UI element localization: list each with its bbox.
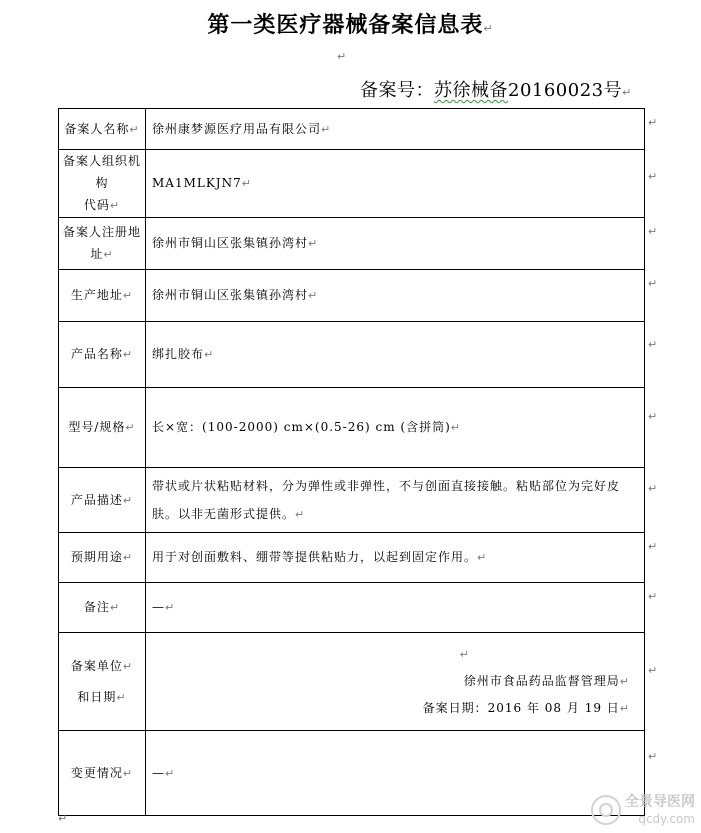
org-code-label: 备案人组织机构 代码↵	[59, 150, 146, 218]
reg-address-value: 徐州市铜山区张集镇孙湾村↵	[146, 218, 645, 270]
paragraph-mark: ↵	[622, 86, 632, 99]
intended-use-value: 用于对创面敷料、绷带等提供粘贴力，以起到固定作用。↵	[146, 533, 645, 583]
record-number-code: 苏徐械备	[434, 80, 508, 101]
record-number-prefix: 备案号：	[360, 80, 434, 101]
row-end-mark: ↵	[648, 225, 658, 238]
prod-address-value: 徐州市铜山区张集镇孙湾村↵	[146, 270, 645, 322]
info-table	[58, 108, 645, 816]
remarks-label: 备注↵	[59, 583, 146, 633]
row-end-mark: ↵	[648, 664, 658, 677]
row-end-mark: ↵	[648, 170, 658, 183]
row-end-mark: ↵	[648, 116, 658, 129]
site-watermark	[591, 793, 695, 827]
description-value: 带状或片状粘贴材料，分为弹性或非弹性，不与创面直接接触。粘贴部位为完好皮肤。以非无菌形式提供。↵	[146, 468, 645, 533]
intended-use-label: 预期用途↵	[59, 533, 146, 583]
row-end-mark: ↵	[648, 750, 658, 763]
paragraph-mark: ↵	[483, 22, 494, 35]
row-end-mark: ↵	[648, 410, 658, 423]
record-number	[360, 76, 632, 102]
table-row	[59, 731, 645, 816]
table-row	[59, 218, 645, 270]
row-end-mark: ↵	[648, 482, 658, 495]
document-title	[0, 8, 701, 39]
table-row	[59, 633, 645, 731]
org-code-value: MA1MLKJN7↵	[146, 150, 645, 218]
table-row	[59, 109, 645, 150]
description-label: 产品描述↵	[59, 468, 146, 533]
table-row	[59, 583, 645, 633]
filer-name-value: 徐州康梦源医疗用品有限公司↵	[146, 109, 645, 150]
prod-address-label: 生产地址↵	[59, 270, 146, 322]
filing-unit: 徐州市食品药品监督管理局	[463, 674, 620, 688]
row-end-mark: ↵	[648, 277, 658, 290]
model-spec-value: 长×宽：(100-2000) cm×(0.5-26) cm (含拼筒)↵	[146, 388, 645, 468]
record-number-value: 20160023	[508, 80, 604, 101]
paragraph-mark: ↵	[58, 812, 68, 825]
product-name-value: 绑扎胶布↵	[146, 322, 645, 388]
table-row	[59, 270, 645, 322]
watermark-logo-icon	[591, 795, 621, 825]
document-title-text: 第一类医疗器械备案信息表	[207, 12, 484, 38]
table-row	[59, 468, 645, 533]
changes-label: 变更情况↵	[59, 731, 146, 816]
table-row	[59, 533, 645, 583]
table-row	[59, 388, 645, 468]
paragraph-mark: ↵	[337, 50, 347, 63]
row-end-mark: ↵	[648, 338, 658, 351]
filer-name-label: 备案人名称↵	[59, 109, 146, 150]
record-number-suffix: 号	[603, 80, 623, 101]
row-end-mark: ↵	[648, 540, 658, 553]
filing-date: 备案日期：2016 年 08 月 19 日	[422, 701, 620, 715]
table-row	[59, 322, 645, 388]
table-row	[59, 150, 645, 218]
remarks-value: —↵	[146, 583, 645, 633]
watermark-name: 全景导医网	[625, 794, 695, 810]
changes-value: —↵	[146, 731, 645, 816]
row-end-mark: ↵	[648, 590, 658, 603]
reg-address-label: 备案人注册地址↵	[59, 218, 146, 270]
watermark-url: qcdy.com	[638, 812, 695, 826]
model-spec-label: 型号/规格↵	[59, 388, 146, 468]
unit-date-label: 备案单位↵ 和日期↵	[59, 633, 146, 731]
product-name-label: 产品名称↵	[59, 322, 146, 388]
unit-date-value: ↵ 徐州市食品药品监督管理局↵ 备案日期：2016 年 08 月 19 日↵	[146, 633, 645, 731]
